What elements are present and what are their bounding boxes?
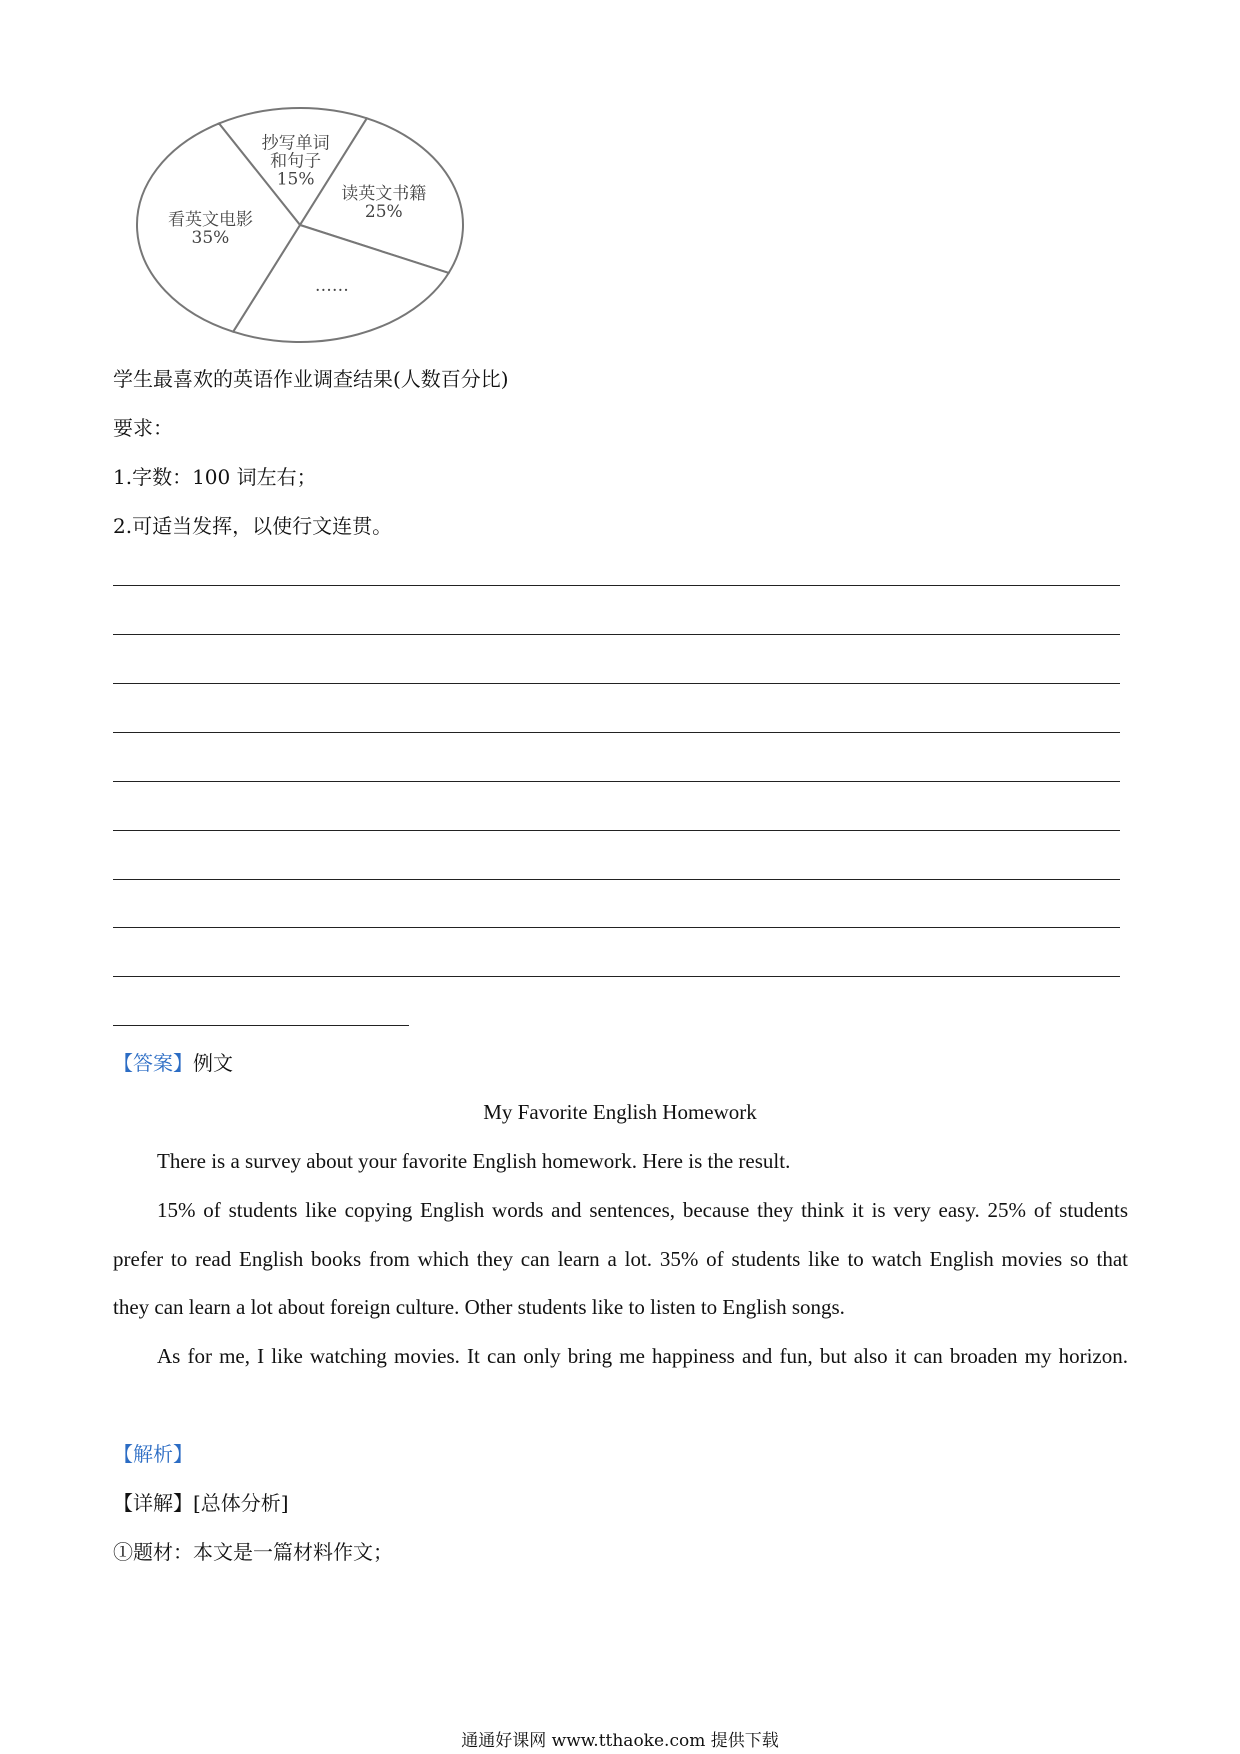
writing-line bbox=[113, 781, 1120, 782]
answer-tag: 【答案】 bbox=[113, 1051, 193, 1075]
writing-line bbox=[113, 683, 1120, 684]
essay-paragraph-2-line-3: they can learn a lot about foreign culture. Other students like to listen to English songs. bbox=[113, 1295, 845, 1319]
detail-tag: 【详解】 bbox=[113, 1491, 193, 1515]
detail-label: [总体分析] bbox=[193, 1491, 289, 1515]
requirement-item-2: 2.可适当发挥，以使行文连贯。 bbox=[113, 514, 393, 538]
pie-chart bbox=[130, 100, 470, 350]
writing-line bbox=[113, 976, 1120, 977]
pie-slice-label: …… bbox=[314, 276, 349, 297]
detail-heading bbox=[113, 1489, 289, 1517]
essay-paragraph-2-line-1: 15% of students like copying English words and sentences, because they think it is very easy. 25% of students bbox=[157, 1198, 1128, 1222]
requirements-title: 要求： bbox=[113, 416, 173, 440]
pie-slice-label: 看英文电影 35% bbox=[167, 210, 253, 249]
writing-line bbox=[113, 830, 1120, 831]
essay-title: My Favorite English Homework bbox=[483, 1100, 757, 1124]
page-footer: 通通好课网 www.tthaoke.com 提供下载 bbox=[461, 1731, 779, 1751]
writing-line bbox=[113, 879, 1120, 880]
requirement-item-1: 1.字数：100 词左右； bbox=[113, 465, 317, 489]
essay-paragraph-1: There is a survey about your favorite English homework. Here is the result. bbox=[157, 1149, 791, 1173]
writing-line bbox=[113, 585, 1120, 586]
answer-heading bbox=[113, 1049, 233, 1077]
writing-line-short bbox=[113, 1025, 409, 1026]
writing-line bbox=[113, 634, 1120, 635]
essay-paragraph-2-line-2: prefer to read English books from which they can learn a lot. 35% of students like to watch English movies so that bbox=[113, 1247, 1128, 1271]
writing-line bbox=[113, 927, 1120, 928]
analysis-tag: 【解析】 bbox=[113, 1442, 193, 1466]
analysis-point-1: ①题材：本文是一篇材料作文； bbox=[113, 1540, 393, 1564]
chart-caption: 学生最喜欢的英语作业调查结果(人数百分比) bbox=[113, 367, 509, 391]
pie-slice-label: 读英文书籍 25% bbox=[341, 184, 427, 223]
essay-paragraph-3: As for me, I like watching movies. It can only bring me happiness and fun, but also it can broaden my horizon. bbox=[157, 1344, 1128, 1368]
writing-line bbox=[113, 732, 1120, 733]
answer-label: 例文 bbox=[193, 1051, 233, 1075]
pie-slice-label: 抄写单词和句子 15% bbox=[261, 133, 330, 190]
